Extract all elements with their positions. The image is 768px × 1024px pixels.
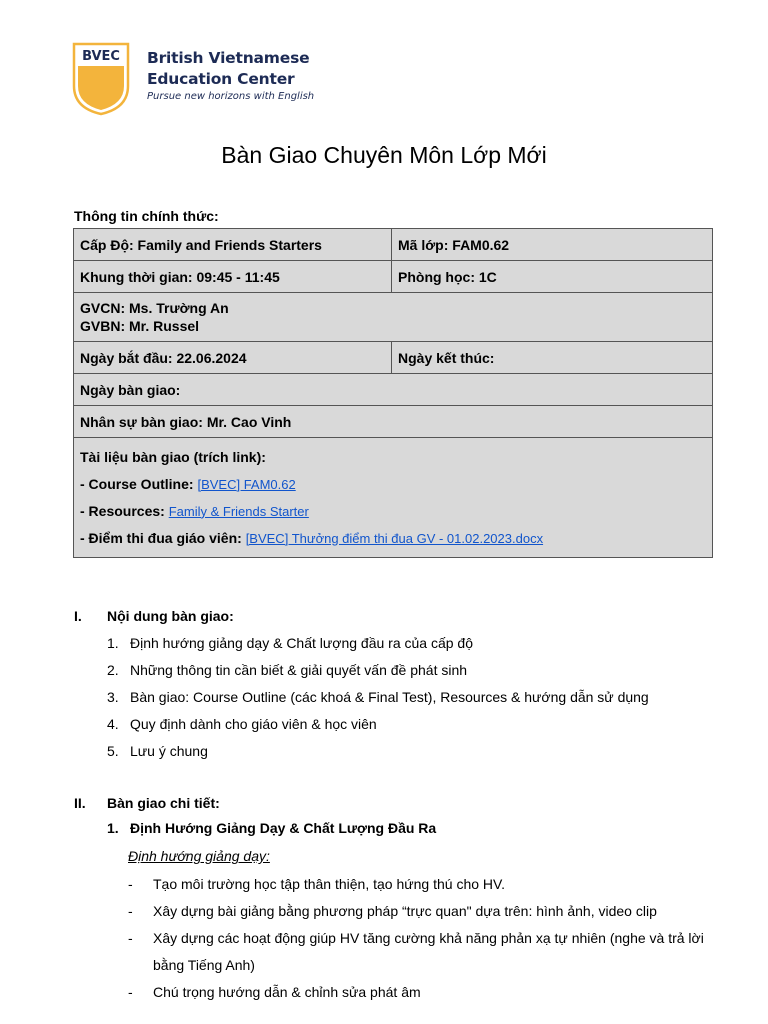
section-1-list: [107, 630, 649, 765]
class-code-cell: Mã lớp: FAM0.62: [392, 229, 713, 261]
doc-label: - Resources:: [80, 502, 169, 519]
doc-label: - Course Outline:: [80, 475, 198, 492]
bullet-text: Chú trọng hướng dẫn & chỉnh sửa phát âm: [153, 984, 421, 1000]
orientation-label: Định hướng giảng dạy:: [128, 848, 270, 864]
handover-date-cell: Ngày bàn giao:: [74, 374, 713, 406]
dash-marker: -: [128, 930, 133, 946]
brand-tagline: Pursue new horizons with English: [147, 91, 315, 102]
table-row: [74, 261, 713, 293]
course-outline-link[interactable]: [BVEC] FAM0.62: [197, 476, 296, 492]
table-row: [74, 342, 713, 374]
docs-heading: Tài liệu bàn giao (trích link):: [80, 448, 266, 465]
doc-resources: [80, 498, 706, 525]
item-number: 4.: [107, 716, 119, 732]
section-title: Nội dung bàn giao:: [107, 608, 234, 624]
subsection-title: Định Hướng Giảng Dạy & Chất Lượng Đầu Ra: [130, 820, 437, 836]
item-text: Định hướng giảng dạy & Chất lượng đầu ra của cấp độ: [130, 635, 473, 651]
brand-name-line2: Education Center: [147, 70, 295, 88]
logo-mark-text: BVEC: [82, 49, 120, 64]
handover-staff-cell: Nhân sự bàn giao: Mr. Cao Vinh: [74, 406, 713, 438]
subsection-number: 1.: [107, 820, 119, 836]
end-date-cell: Ngày kết thúc:: [392, 342, 713, 374]
table-row: [74, 374, 713, 406]
table-row: [74, 229, 713, 261]
section-number: II.: [74, 795, 86, 811]
list-item: [107, 738, 649, 765]
header-logo: [72, 42, 392, 120]
bullet-text: Xây dựng các hoạt động giúp HV tăng cường khả năng phản xạ tự nhiên (nghe và trả lời bằng Tiếng Anh): [153, 930, 704, 973]
list-item: [107, 657, 649, 684]
table-row: [74, 293, 713, 342]
list-item: [107, 630, 649, 657]
section-2-heading: [74, 795, 220, 811]
subsection-1-heading: [107, 820, 436, 836]
doc-course-outline: [80, 471, 706, 498]
item-number: 3.: [107, 689, 119, 705]
shield-logo-icon: [72, 42, 130, 116]
item-number: 2.: [107, 662, 119, 678]
teachers-cell: [74, 293, 713, 342]
level-cell: Cấp Độ: Family and Friends Starters: [74, 229, 392, 261]
table-row: [74, 438, 713, 558]
gvcn-text: GVCN: Ms. Trường An: [80, 300, 229, 316]
brand-text: [147, 48, 314, 102]
item-text: Bàn giao: Course Outline (các khoá & Final Test), Resources & hướng dẫn sử dụng: [130, 689, 649, 705]
doc-teacher-points: [80, 525, 706, 552]
bullet-item: [128, 871, 718, 898]
item-text: Những thông tin cần biết & giải quyết vấn đề phát sinh: [130, 662, 468, 678]
bullet-item: [128, 898, 718, 925]
section-title: Bàn giao chi tiết:: [107, 795, 220, 811]
brand-name-line1: British Vietnamese: [147, 49, 310, 67]
dash-marker: -: [128, 903, 133, 919]
bullet-text: Tạo môi trường học tập thân thiện, tạo hứng thú cho HV.: [153, 876, 505, 892]
list-item: [107, 711, 649, 738]
doc-label: - Điểm thi đua giáo viên:: [80, 529, 246, 546]
gvbn-text: GVBN: Mr. Russel: [80, 318, 200, 334]
resources-link[interactable]: Family & Friends Starter: [168, 503, 309, 519]
orientation-bullets: [128, 871, 718, 1006]
list-item: [107, 684, 649, 711]
section-1-heading: [74, 608, 234, 624]
dash-marker: -: [128, 876, 133, 892]
info-table: [73, 228, 713, 558]
bullet-item: [128, 925, 718, 979]
start-date-cell: Ngày bắt đầu: 22.06.2024: [74, 342, 392, 374]
teacher-points-link[interactable]: [BVEC] Thưởng điểm thi đua GV - 01.02.2023.docx: [245, 530, 544, 546]
dash-marker: -: [128, 984, 133, 1000]
room-cell: Phòng học: 1C: [392, 261, 713, 293]
time-cell: Khung thời gian: 09:45 - 11:45: [74, 261, 392, 293]
item-number: 5.: [107, 743, 119, 759]
document-title: Bàn Giao Chuyên Môn Lớp Mới: [221, 142, 547, 168]
item-number: 1.: [107, 635, 119, 651]
bullet-text: Xây dựng bài giảng bằng phương pháp “trực quan" dựa trên: hình ảnh, video clip: [153, 903, 657, 919]
item-text: Lưu ý chung: [130, 743, 208, 759]
table-row: [74, 406, 713, 438]
item-text: Quy định dành cho giáo viên & học viên: [130, 716, 377, 732]
bullet-item: [128, 979, 718, 1006]
info-heading: Thông tin chính thức:: [74, 208, 219, 224]
docs-cell: [74, 438, 713, 558]
section-number: I.: [74, 608, 82, 624]
